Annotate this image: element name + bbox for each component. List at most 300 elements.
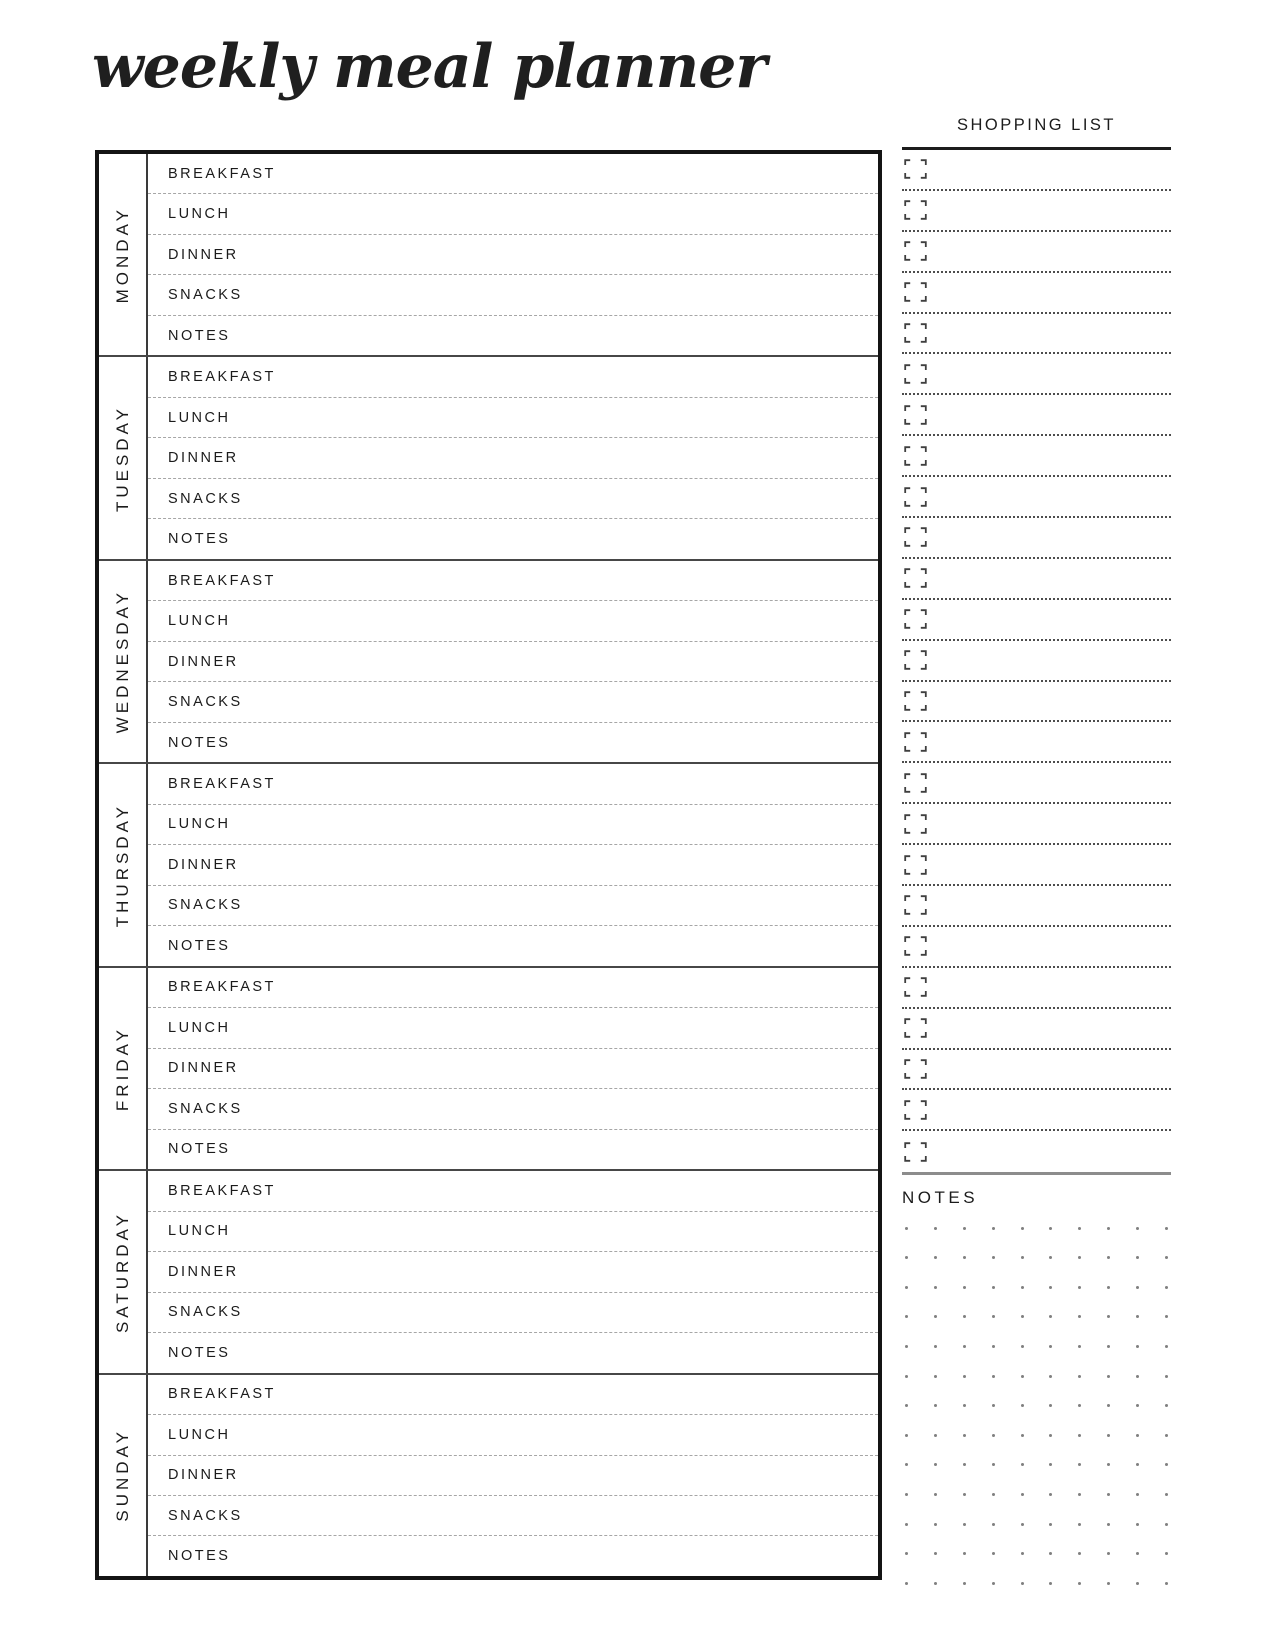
grid-dot <box>1078 1286 1081 1289</box>
shopping-item-entry-area[interactable] <box>927 191 1171 230</box>
grid-dot <box>1021 1315 1024 1318</box>
meal-row <box>148 1171 878 1211</box>
meal-row-label: NOTES <box>168 1548 231 1565</box>
checkbox-icon[interactable] <box>904 1059 927 1079</box>
meal-entry-area[interactable] <box>276 357 878 396</box>
meal-entry-area[interactable] <box>243 682 878 721</box>
weekly-planner-table <box>95 150 882 1580</box>
grid-dot <box>1165 1375 1168 1378</box>
shopping-item-entry-area[interactable] <box>927 150 1171 189</box>
meal-entry-area[interactable] <box>243 479 878 518</box>
shopping-list-item <box>902 395 1171 436</box>
meal-row <box>148 805 878 845</box>
day-label-cell <box>99 968 148 1169</box>
grid-dot <box>1136 1523 1139 1526</box>
meal-row <box>148 1536 878 1575</box>
grid-dot <box>1136 1404 1139 1407</box>
grid-dot <box>1049 1434 1052 1437</box>
day-meals-column <box>148 357 878 558</box>
grid-dot <box>1107 1493 1110 1496</box>
grid-dot <box>1136 1286 1139 1289</box>
meal-entry-area[interactable] <box>230 519 878 558</box>
checkbox-icon[interactable] <box>904 487 927 507</box>
checkbox-icon[interactable] <box>904 773 927 793</box>
shopping-item-entry-area[interactable] <box>927 886 1171 925</box>
meal-entry-area[interactable] <box>230 805 878 844</box>
grid-dot <box>1078 1345 1081 1348</box>
grid-dot <box>905 1375 908 1378</box>
grid-dot <box>934 1345 937 1348</box>
grid-dot <box>905 1286 908 1289</box>
grid-dot <box>934 1227 937 1230</box>
checkbox-icon[interactable] <box>904 814 927 834</box>
grid-dot <box>1165 1434 1168 1437</box>
meal-row-label: NOTES <box>168 327 231 344</box>
grid-dot <box>1021 1404 1024 1407</box>
grid-dot <box>1136 1375 1139 1378</box>
checkbox-icon[interactable] <box>904 364 927 384</box>
grid-dot <box>992 1582 995 1585</box>
meal-row <box>148 1375 878 1415</box>
grid-dot <box>1107 1434 1110 1437</box>
meal-row <box>148 1496 878 1536</box>
grid-dot <box>934 1315 937 1318</box>
grid-dot <box>1165 1552 1168 1555</box>
meal-row <box>148 561 878 601</box>
grid-dot <box>1021 1434 1024 1437</box>
grid-dot <box>1049 1227 1052 1230</box>
shopping-item-entry-area[interactable] <box>927 968 1171 1007</box>
grid-dot <box>1107 1315 1110 1318</box>
right-column <box>902 116 1171 1598</box>
shopping-item-entry-area[interactable] <box>927 395 1171 434</box>
meal-row <box>148 723 878 762</box>
shopping-list-item <box>902 1131 1171 1172</box>
meal-row-label: NOTES <box>168 1344 231 1361</box>
grid-dot <box>905 1582 908 1585</box>
grid-dot <box>1078 1256 1081 1259</box>
grid-dot <box>905 1493 908 1496</box>
grid-dot <box>905 1256 908 1259</box>
grid-dot <box>1078 1315 1081 1318</box>
meal-entry-area[interactable] <box>239 1456 878 1495</box>
grid-dot <box>1021 1463 1024 1466</box>
grid-dot <box>1165 1404 1168 1407</box>
grid-dot <box>1049 1315 1052 1318</box>
meal-row-label: SNACKS <box>168 694 243 711</box>
grid-dot <box>1049 1523 1052 1526</box>
meal-entry-area[interactable] <box>230 723 878 762</box>
shopping-list-item <box>902 722 1171 763</box>
grid-dot <box>963 1493 966 1496</box>
shopping-list-item <box>902 1050 1171 1091</box>
grid-dot <box>905 1523 908 1526</box>
dot-grid-row <box>902 1361 1171 1391</box>
checkbox-icon[interactable] <box>904 405 927 425</box>
meal-row <box>148 764 878 804</box>
meal-row <box>148 479 878 519</box>
grid-dot <box>1136 1345 1139 1348</box>
checkbox-icon[interactable] <box>904 1018 927 1038</box>
grid-dot <box>905 1552 908 1555</box>
grid-dot <box>1021 1227 1024 1230</box>
dot-grid-row <box>902 1509 1171 1539</box>
grid-dot <box>963 1375 966 1378</box>
meal-row-label: BREAKFAST <box>168 1386 276 1403</box>
day-label: WEDNESDAY <box>112 589 132 734</box>
meal-entry-area[interactable] <box>239 845 878 884</box>
grid-dot <box>1107 1463 1110 1466</box>
checkbox-icon[interactable] <box>904 1100 927 1120</box>
shopping-item-entry-area[interactable] <box>927 354 1171 393</box>
day-meals-column <box>148 764 878 965</box>
meal-row <box>148 154 878 194</box>
shopping-item-entry-area[interactable] <box>927 1050 1171 1089</box>
checkbox-icon[interactable] <box>904 568 927 588</box>
grid-dot <box>963 1345 966 1348</box>
grid-dot <box>1049 1256 1052 1259</box>
grid-dot <box>1078 1493 1081 1496</box>
shopping-list-item <box>902 682 1171 723</box>
meal-row-label: BREAKFAST <box>168 572 276 589</box>
shopping-list-item <box>902 314 1171 355</box>
checkbox-icon[interactable] <box>904 895 927 915</box>
day-label: TUESDAY <box>112 404 132 512</box>
shopping-item-entry-area[interactable] <box>927 600 1171 639</box>
meal-row-label: LUNCH <box>168 409 231 426</box>
meal-row-label: SNACKS <box>168 1507 243 1524</box>
day-block <box>99 968 878 1171</box>
grid-dot <box>992 1315 995 1318</box>
day-label-cell <box>99 1375 148 1576</box>
meal-entry-area[interactable] <box>239 235 878 274</box>
meal-entry-area[interactable] <box>230 601 878 640</box>
shopping-item-entry-area[interactable] <box>927 518 1171 557</box>
grid-dot <box>1136 1552 1139 1555</box>
shopping-item-entry-area[interactable] <box>927 1090 1171 1129</box>
grid-dot <box>1136 1493 1139 1496</box>
meal-entry-area[interactable] <box>276 1375 878 1414</box>
shopping-list-item <box>902 968 1171 1009</box>
meal-entry-area[interactable] <box>243 1496 878 1535</box>
shopping-list-item <box>902 436 1171 477</box>
grid-dot <box>992 1227 995 1230</box>
grid-dot <box>1136 1463 1139 1466</box>
grid-dot <box>1021 1345 1024 1348</box>
grid-dot <box>1078 1434 1081 1437</box>
grid-dot <box>1078 1523 1081 1526</box>
grid-dot <box>934 1463 937 1466</box>
shopping-list-item <box>902 559 1171 600</box>
grid-dot <box>963 1286 966 1289</box>
shopping-item-entry-area[interactable] <box>927 436 1171 475</box>
day-meals-column <box>148 1375 878 1576</box>
shopping-list-item <box>902 150 1171 191</box>
meal-entry-area[interactable] <box>243 886 878 925</box>
meal-entry-area[interactable] <box>276 968 878 1007</box>
grid-dot <box>992 1552 995 1555</box>
checkbox-icon[interactable] <box>904 691 927 711</box>
grid-dot <box>1165 1493 1168 1496</box>
meal-row <box>148 1456 878 1496</box>
shopping-list-item <box>902 1090 1171 1131</box>
grid-dot <box>905 1345 908 1348</box>
day-block <box>99 357 878 560</box>
grid-dot <box>1021 1552 1024 1555</box>
meal-entry-area[interactable] <box>230 194 878 233</box>
grid-dot <box>934 1256 937 1259</box>
grid-dot <box>905 1227 908 1230</box>
dot-grid-row <box>902 1243 1171 1273</box>
meal-entry-area[interactable] <box>276 1171 878 1210</box>
meal-row <box>148 1130 878 1169</box>
meal-row <box>148 1049 878 1089</box>
checkbox-icon[interactable] <box>904 446 927 466</box>
meal-row-label: DINNER <box>168 653 239 670</box>
grid-dot <box>1049 1582 1052 1585</box>
shopping-item-entry-area[interactable] <box>927 1009 1171 1048</box>
shopping-item-entry-area[interactable] <box>927 722 1171 761</box>
checkbox-icon[interactable] <box>904 732 927 752</box>
checkbox-icon[interactable] <box>904 241 927 261</box>
checkbox-icon[interactable] <box>904 282 927 302</box>
grid-dot <box>1021 1493 1024 1496</box>
grid-dot <box>1165 1315 1168 1318</box>
meal-row-label: DINNER <box>168 856 239 873</box>
meal-row <box>148 1415 878 1455</box>
checkbox-icon[interactable] <box>904 977 927 997</box>
meal-row-label: DINNER <box>168 1263 239 1280</box>
shopping-list-item <box>902 600 1171 641</box>
shopping-item-entry-area[interactable] <box>927 314 1171 353</box>
meal-row <box>148 1008 878 1048</box>
meal-row-label: LUNCH <box>168 613 231 630</box>
shopping-list-title: SHOPPING LIST <box>956 116 1117 134</box>
shopping-list-item <box>902 804 1171 845</box>
meal-entry-area[interactable] <box>230 1536 878 1575</box>
meal-row-label: DINNER <box>168 1060 239 1077</box>
shopping-item-entry-area[interactable] <box>927 1131 1171 1172</box>
shopping-list-item <box>902 232 1171 273</box>
meal-row <box>148 682 878 722</box>
shopping-list-item <box>902 886 1171 927</box>
grid-dot <box>963 1227 966 1230</box>
day-label: SATURDAY <box>112 1210 132 1333</box>
grid-dot <box>1136 1256 1139 1259</box>
grid-dot <box>1049 1345 1052 1348</box>
shopping-list-item <box>902 763 1171 804</box>
meal-entry-area[interactable] <box>230 1130 878 1169</box>
meal-entry-area[interactable] <box>239 642 878 681</box>
day-block <box>99 1375 878 1576</box>
grid-dot <box>934 1523 937 1526</box>
checkbox-icon[interactable] <box>904 650 927 670</box>
dot-grid-row <box>902 1450 1171 1480</box>
shopping-item-entry-area[interactable] <box>927 682 1171 721</box>
grid-dot <box>963 1404 966 1407</box>
dot-grid-row <box>902 1332 1171 1362</box>
shopping-list-item <box>902 927 1171 968</box>
meal-entry-area[interactable] <box>276 561 878 600</box>
checkbox-icon[interactable] <box>904 855 927 875</box>
meal-entry-area[interactable] <box>276 154 878 193</box>
meal-row-label: LUNCH <box>168 206 231 223</box>
meal-entry-area[interactable] <box>243 1293 878 1332</box>
grid-dot <box>1078 1227 1081 1230</box>
shopping-item-entry-area[interactable] <box>927 641 1171 680</box>
grid-dot <box>992 1286 995 1289</box>
day-label: FRIDAY <box>112 1025 132 1111</box>
meal-entry-area[interactable] <box>239 1252 878 1291</box>
meal-entry-area[interactable] <box>239 1049 878 1088</box>
meal-row-label: BREAKFAST <box>168 776 276 792</box>
shopping-list-item <box>902 518 1171 559</box>
grid-dot <box>1021 1582 1024 1585</box>
day-meals-column <box>148 968 878 1169</box>
meal-entry-area[interactable] <box>230 1212 878 1251</box>
day-meals-column <box>148 154 878 355</box>
meal-entry-area[interactable] <box>230 1333 878 1372</box>
meal-entry-area[interactable] <box>230 926 878 965</box>
shopping-item-entry-area[interactable] <box>927 804 1171 843</box>
grid-dot <box>1165 1286 1168 1289</box>
grid-dot <box>1078 1552 1081 1555</box>
grid-dot <box>905 1434 908 1437</box>
shopping-item-entry-area[interactable] <box>927 477 1171 516</box>
grid-dot <box>992 1493 995 1496</box>
shopping-item-entry-area[interactable] <box>927 273 1171 312</box>
checkbox-icon[interactable] <box>904 323 927 343</box>
shopping-list-item <box>902 191 1171 232</box>
meal-entry-area[interactable] <box>230 316 878 355</box>
grid-dot <box>1049 1404 1052 1407</box>
day-block <box>99 764 878 967</box>
checkbox-icon[interactable] <box>904 1142 927 1162</box>
shopping-list-item <box>902 477 1171 518</box>
grid-dot <box>1107 1552 1110 1555</box>
grid-dot <box>1078 1375 1081 1378</box>
grid-dot <box>934 1493 937 1496</box>
dot-grid-row <box>902 1480 1171 1510</box>
meal-row <box>148 398 878 438</box>
shopping-list-end-divider <box>902 1172 1171 1175</box>
day-label-cell <box>99 1171 148 1372</box>
meal-row <box>148 1212 878 1252</box>
notes-dot-grid[interactable] <box>902 1213 1171 1598</box>
meal-entry-area[interactable] <box>243 275 878 314</box>
grid-dot <box>1078 1404 1081 1407</box>
checkbox-icon[interactable] <box>904 527 927 547</box>
meal-entry-area[interactable] <box>276 764 878 803</box>
shopping-list <box>902 150 1171 1172</box>
grid-dot <box>1049 1463 1052 1466</box>
day-label-cell <box>99 357 148 558</box>
shopping-list-item <box>902 1009 1171 1050</box>
grid-dot <box>992 1256 995 1259</box>
grid-dot <box>1165 1523 1168 1526</box>
grid-dot <box>1165 1227 1168 1230</box>
meal-row <box>148 1333 878 1372</box>
grid-dot <box>1107 1286 1110 1289</box>
meal-row <box>148 1089 878 1129</box>
day-label: SUNDAY <box>112 1428 132 1523</box>
dot-grid-row <box>902 1391 1171 1421</box>
meal-row-label: LUNCH <box>168 1426 231 1443</box>
meal-row <box>148 1252 878 1292</box>
grid-dot <box>992 1345 995 1348</box>
checkbox-icon[interactable] <box>904 159 927 179</box>
grid-dot <box>934 1582 937 1585</box>
shopping-item-entry-area[interactable] <box>927 559 1171 598</box>
grid-dot <box>963 1463 966 1466</box>
grid-dot <box>934 1375 937 1378</box>
day-block <box>99 1171 878 1374</box>
meal-row-label: DINNER <box>168 1467 239 1484</box>
meal-row <box>148 926 878 965</box>
grid-dot <box>963 1552 966 1555</box>
dot-grid-row <box>902 1302 1171 1332</box>
grid-dot <box>1107 1404 1110 1407</box>
grid-dot <box>963 1523 966 1526</box>
meal-row <box>148 194 878 234</box>
meal-row-label: NOTES <box>168 734 231 751</box>
grid-dot <box>992 1434 995 1437</box>
meal-entry-area[interactable] <box>230 1415 878 1454</box>
dot-grid-row <box>902 1272 1171 1302</box>
grid-dot <box>1136 1315 1139 1318</box>
grid-dot <box>1107 1582 1110 1585</box>
grid-dot <box>905 1404 908 1407</box>
shopping-item-entry-area[interactable] <box>927 232 1171 271</box>
meal-row-label: NOTES <box>168 937 231 954</box>
dot-grid-row <box>902 1568 1171 1598</box>
grid-dot <box>1165 1582 1168 1585</box>
shopping-item-entry-area[interactable] <box>927 845 1171 884</box>
grid-dot <box>934 1434 937 1437</box>
meal-row <box>148 1293 878 1333</box>
checkbox-icon[interactable] <box>904 936 927 956</box>
grid-dot <box>1165 1256 1168 1259</box>
meal-row-label: SNACKS <box>168 287 243 304</box>
day-label-cell <box>99 764 148 965</box>
meal-row-label: SNACKS <box>168 897 243 914</box>
meal-entry-area[interactable] <box>230 1008 878 1047</box>
meal-row-label: LUNCH <box>168 816 231 833</box>
grid-dot <box>1021 1523 1024 1526</box>
shopping-list-item <box>902 354 1171 395</box>
checkbox-icon[interactable] <box>904 609 927 629</box>
grid-dot <box>905 1463 908 1466</box>
checkbox-icon[interactable] <box>904 200 927 220</box>
meal-entry-area[interactable] <box>230 398 878 437</box>
meal-row <box>148 235 878 275</box>
meal-row <box>148 438 878 478</box>
grid-dot <box>1165 1463 1168 1466</box>
meal-entry-area[interactable] <box>243 1089 878 1128</box>
grid-dot <box>992 1523 995 1526</box>
grid-dot <box>992 1375 995 1378</box>
grid-dot <box>963 1434 966 1437</box>
meal-entry-area[interactable] <box>239 438 878 477</box>
shopping-item-entry-area[interactable] <box>927 927 1171 966</box>
meal-row <box>148 275 878 315</box>
meal-row <box>148 519 878 558</box>
day-label: MONDAY <box>112 206 132 304</box>
meal-row <box>148 845 878 885</box>
meal-row-label: BREAKFAST <box>168 369 276 386</box>
shopping-item-entry-area[interactable] <box>927 763 1171 802</box>
grid-dot <box>1107 1227 1110 1230</box>
